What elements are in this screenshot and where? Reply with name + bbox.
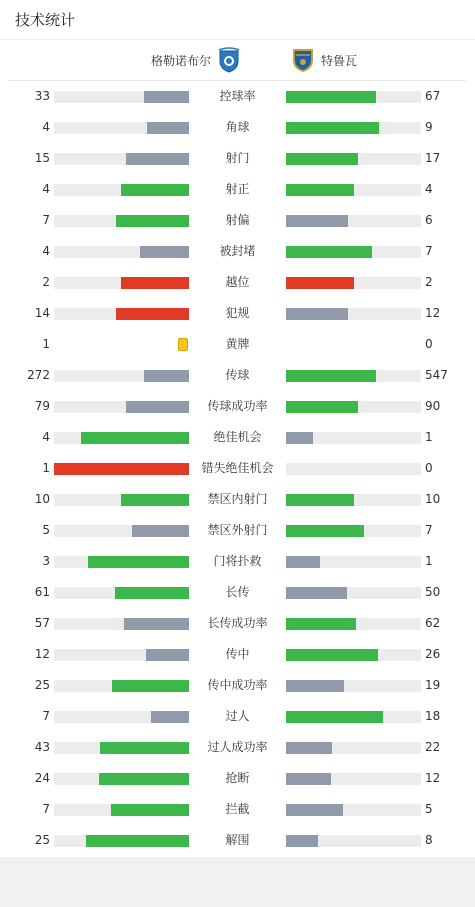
home-value: 4 [42, 244, 50, 258]
away-bar-track [286, 153, 421, 165]
stat-row [0, 174, 475, 205]
stat-label: 黄牌 [225, 337, 250, 351]
stat-row [0, 453, 475, 484]
stat-label: 传中 [225, 647, 250, 661]
home-bar [124, 618, 189, 630]
stat-label: 射偏 [225, 213, 250, 227]
home-bar [126, 401, 189, 413]
away-value: 50 [425, 585, 441, 599]
home-value: 5 [42, 523, 50, 537]
home-bar [86, 835, 189, 847]
away-value: 67 [425, 89, 441, 103]
away-value: 4 [425, 182, 433, 196]
home-value: 10 [34, 492, 50, 506]
away-value: 17 [425, 151, 441, 165]
home-bar-track [54, 153, 189, 165]
away-bar [286, 742, 332, 754]
away-value: 6 [425, 213, 433, 227]
stat-row [0, 298, 475, 329]
stat-label: 绝佳机会 [213, 430, 262, 444]
stat-row [0, 608, 475, 639]
away-bar [286, 153, 358, 165]
home-bar-track [54, 649, 189, 661]
away-value: 7 [425, 523, 433, 537]
away-value: 19 [425, 678, 441, 692]
away-value: 0 [425, 337, 433, 351]
away-bar [286, 215, 348, 227]
away-value: 547 [425, 368, 448, 382]
stat-label: 犯规 [225, 306, 250, 320]
home-bar-track [54, 556, 189, 568]
home-bar [100, 742, 189, 754]
home-bar [115, 587, 189, 599]
home-bar [99, 773, 189, 785]
away-bar-track [286, 122, 421, 134]
home-bar-track [54, 587, 189, 599]
stat-label: 射正 [225, 182, 250, 196]
stat-row [0, 329, 475, 360]
away-bar-track [286, 401, 421, 413]
home-value: 4 [42, 182, 50, 196]
stat-label: 解围 [225, 833, 250, 847]
home-bar-track [54, 463, 189, 475]
home-bar-track [54, 494, 189, 506]
home-bar-track [54, 432, 189, 444]
home-value: 43 [34, 740, 50, 754]
home-bar-track [54, 804, 189, 816]
home-value: 272 [27, 368, 50, 382]
home-bar-track [54, 835, 189, 847]
away-value: 1 [425, 430, 433, 444]
home-value: 24 [34, 771, 50, 785]
stat-row [0, 577, 475, 608]
stat-label: 长传成功率 [207, 616, 268, 630]
yellow-card-icon [178, 338, 188, 351]
away-bar-track [286, 618, 421, 630]
away-bar [286, 556, 320, 568]
away-bar-track [286, 525, 421, 537]
away-bar [286, 184, 354, 196]
away-bar-track [286, 649, 421, 661]
away-bar-track [286, 587, 421, 599]
home-value: 7 [42, 213, 50, 227]
stat-row [0, 484, 475, 515]
away-bar-track [286, 742, 421, 754]
away-bar [286, 308, 348, 320]
home-bar [121, 277, 189, 289]
stat-label: 过人成功率 [207, 740, 268, 754]
home-value: 7 [42, 802, 50, 816]
home-bar [146, 649, 189, 661]
home-bar-track [54, 215, 189, 227]
home-bar [112, 680, 189, 692]
teams-header [9, 40, 466, 81]
away-bar-track [286, 246, 421, 258]
home-value: 25 [34, 678, 50, 692]
home-bar-track [54, 773, 189, 785]
page-title: 技术统计 [0, 0, 475, 40]
stat-row [0, 701, 475, 732]
stat-row [0, 515, 475, 546]
away-team-name: 特鲁瓦 [321, 53, 358, 68]
stat-label: 角球 [225, 120, 250, 134]
away-bar [286, 401, 358, 413]
stat-label: 门将扑救 [213, 554, 262, 568]
home-value: 15 [34, 151, 50, 165]
home-bar [81, 432, 189, 444]
home-bar [126, 153, 189, 165]
away-bar [286, 680, 344, 692]
away-value: 12 [425, 771, 441, 785]
home-bar-track [54, 618, 189, 630]
stats-list [0, 81, 475, 856]
home-bar [88, 556, 189, 568]
away-bar [286, 432, 313, 444]
home-bar [147, 122, 189, 134]
home-value: 25 [34, 833, 50, 847]
home-value: 79 [34, 399, 50, 413]
home-bar [111, 804, 189, 816]
away-team[interactable] [291, 40, 357, 80]
stat-label: 过人 [225, 709, 250, 723]
stat-row [0, 391, 475, 422]
stat-row [0, 825, 475, 856]
home-bar-track [54, 525, 189, 537]
away-bar-track [286, 711, 421, 723]
home-bar [151, 711, 189, 723]
home-bar [144, 91, 189, 103]
stat-label: 传球 [225, 368, 250, 382]
away-bar-track [286, 308, 421, 320]
away-bar [286, 587, 347, 599]
away-value: 90 [425, 399, 441, 413]
home-bar [140, 246, 189, 258]
away-bar [286, 91, 376, 103]
stat-row [0, 794, 475, 825]
stat-label: 射门 [225, 151, 250, 165]
home-bar [116, 215, 189, 227]
home-bar-track [54, 370, 189, 382]
stat-label: 长传 [225, 585, 250, 599]
away-bar-track [286, 277, 421, 289]
home-value: 4 [42, 120, 50, 134]
stat-row [0, 360, 475, 391]
stat-row [0, 267, 475, 298]
home-bar-track [54, 91, 189, 103]
away-value: 26 [425, 647, 441, 661]
away-value: 12 [425, 306, 441, 320]
away-bar [286, 773, 331, 785]
away-bar-track [286, 432, 421, 444]
home-value: 2 [42, 275, 50, 289]
away-bar [286, 494, 354, 506]
home-bar-track [54, 680, 189, 692]
home-value: 33 [34, 89, 50, 103]
stat-row [0, 422, 475, 453]
away-value: 22 [425, 740, 441, 754]
troyes-crest-icon [291, 47, 315, 73]
stat-row [0, 81, 475, 112]
home-bar-track [54, 246, 189, 258]
away-bar-track [286, 680, 421, 692]
away-bar-track [286, 215, 421, 227]
home-bar [132, 525, 189, 537]
home-bar-track [54, 711, 189, 723]
away-bar [286, 835, 318, 847]
home-value: 1 [42, 337, 50, 351]
home-bar [121, 184, 189, 196]
home-bar [121, 494, 189, 506]
home-bar-track [54, 742, 189, 754]
stat-label: 传球成功率 [207, 399, 268, 413]
home-value: 4 [42, 430, 50, 444]
away-bar [286, 370, 376, 382]
away-bar [286, 649, 378, 661]
away-bar-track [286, 463, 421, 475]
away-bar [286, 246, 372, 258]
stat-row [0, 546, 475, 577]
home-value: 14 [34, 306, 50, 320]
home-bar [54, 463, 189, 475]
away-bar [286, 525, 364, 537]
home-value: 3 [42, 554, 50, 568]
away-value: 8 [425, 833, 433, 847]
home-value: 57 [34, 616, 50, 630]
grenoble-crest-icon [217, 47, 241, 73]
home-bar-track [54, 308, 189, 320]
away-bar-track [286, 835, 421, 847]
away-value: 5 [425, 802, 433, 816]
stat-label: 禁区内射门 [207, 492, 268, 506]
away-value: 62 [425, 616, 441, 630]
stat-label: 拦截 [225, 802, 250, 816]
away-bar-track [286, 184, 421, 196]
home-team-name: 格勒诺布尔 [150, 53, 211, 68]
away-bar [286, 618, 356, 630]
away-bar [286, 277, 354, 289]
away-bar [286, 804, 343, 816]
away-value: 9 [425, 120, 433, 134]
home-value: 12 [34, 647, 50, 661]
away-bar-track [286, 556, 421, 568]
away-bar [286, 711, 383, 723]
home-bar-track [54, 277, 189, 289]
home-bar-track [54, 184, 189, 196]
home-bar [144, 370, 189, 382]
stat-label: 越位 [225, 275, 250, 289]
home-bar [116, 308, 189, 320]
stat-label: 控球率 [219, 89, 256, 103]
away-value: 18 [425, 709, 441, 723]
away-bar [286, 122, 379, 134]
home-bar-track [54, 401, 189, 413]
away-bar-track [286, 91, 421, 103]
away-value: 7 [425, 244, 433, 258]
away-value: 2 [425, 275, 433, 289]
stat-row [0, 112, 475, 143]
stat-label: 被封堵 [219, 244, 256, 258]
stat-label: 禁区外射门 [207, 523, 268, 537]
stat-row [0, 732, 475, 763]
home-team[interactable] [151, 40, 241, 80]
away-bar-track [286, 370, 421, 382]
stat-row [0, 236, 475, 267]
stat-label: 传中成功率 [207, 678, 268, 692]
away-value: 1 [425, 554, 433, 568]
home-value: 7 [42, 709, 50, 723]
stat-label: 抢断 [225, 771, 250, 785]
away-value: 0 [425, 461, 433, 475]
stat-row [0, 763, 475, 794]
away-bar-track [286, 773, 421, 785]
home-value: 61 [34, 585, 50, 599]
home-value: 1 [42, 461, 50, 475]
home-bar-track [54, 122, 189, 134]
stat-row [0, 143, 475, 174]
stat-row [0, 639, 475, 670]
stat-label: 错失绝佳机会 [201, 461, 274, 475]
away-value: 10 [425, 492, 441, 506]
away-bar-track [286, 804, 421, 816]
away-bar-track [286, 494, 421, 506]
stat-row [0, 205, 475, 236]
stat-row [0, 670, 475, 701]
